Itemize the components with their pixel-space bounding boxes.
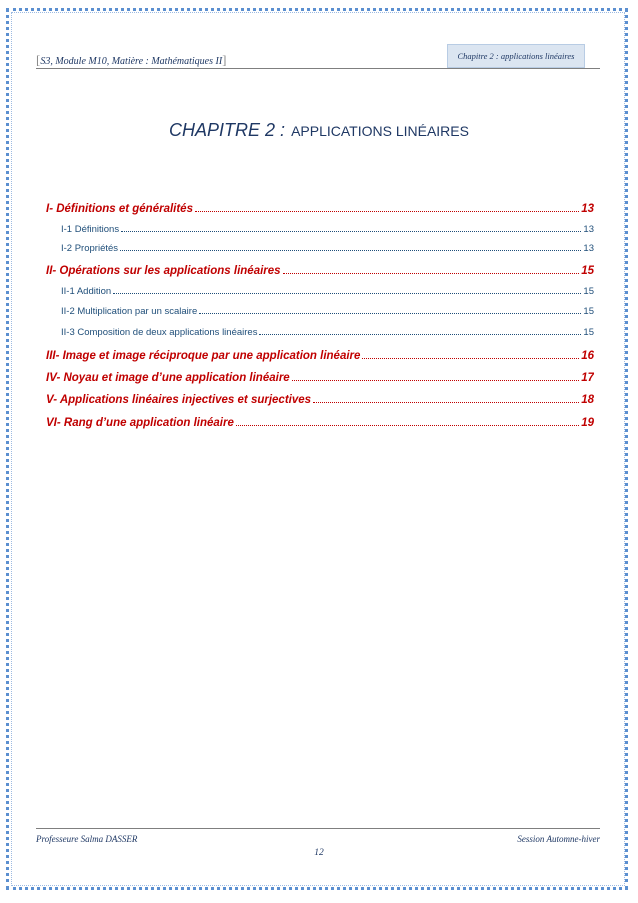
toc-leader-dots	[292, 372, 580, 381]
toc-entry-page: 15	[583, 286, 594, 297]
toc-entry-label: I- Définitions et généralités	[46, 203, 193, 216]
toc-entry[interactable]	[61, 286, 594, 297]
toc-entry[interactable]	[61, 243, 594, 254]
toc-entry[interactable]	[46, 350, 594, 362]
toc-leader-dots	[121, 224, 581, 232]
toc-leader-dots	[283, 265, 580, 274]
toc-leader-dots	[120, 243, 581, 251]
toc-entry[interactable]	[46, 372, 594, 384]
toc-entry[interactable]	[46, 265, 594, 277]
toc-entry[interactable]	[61, 224, 594, 235]
toc-entry-label: V- Applications linéaires injectives et surjectives	[46, 394, 312, 407]
toc-entry[interactable]	[46, 394, 594, 406]
toc-entry[interactable]	[46, 417, 594, 429]
toc-leader-dots	[195, 203, 579, 212]
toc-entry-page: 13	[583, 224, 594, 235]
toc-entry-page: 15	[583, 306, 594, 317]
toc-entry-page: 18	[581, 394, 594, 407]
header-course-text: S3, Module M10, Matière : Mathématiques II	[40, 56, 223, 67]
toc-entry-label: I-2 Propriétés	[61, 243, 119, 254]
toc-entry-page: 13	[583, 243, 594, 254]
footer-author: Professeure Salma DASSER	[36, 834, 138, 844]
toc-entry-label: I-1 Définitions	[61, 224, 120, 235]
toc-entry-label: IV- Noyau et image d’une application linéaire	[46, 372, 290, 385]
toc-entry-page: 15	[583, 327, 594, 338]
toc-entry-label: III- Image et image réciproque par une application linéaire	[46, 350, 361, 363]
toc-entry-page: 19	[581, 417, 594, 430]
toc-entry-page: 15	[581, 265, 594, 278]
toc-leader-dots	[259, 327, 581, 335]
footer-divider	[36, 828, 600, 829]
chapter-subject: APPLICATIONS LINÉAIRES	[291, 123, 469, 139]
toc-entry[interactable]	[61, 327, 594, 338]
toc-leader-dots	[313, 394, 579, 403]
toc-entry-page: 16	[581, 350, 594, 363]
toc-leader-dots	[236, 417, 579, 426]
bracket-open: [	[36, 52, 41, 67]
toc-leader-dots	[362, 350, 579, 359]
toc-entry[interactable]	[61, 306, 594, 317]
page-number: 12	[314, 848, 324, 858]
toc-entry-page: 17	[581, 372, 594, 385]
footer-session: Session Automne-hiver	[517, 834, 600, 844]
toc-entry-label: II-1 Addition	[61, 286, 112, 297]
toc-entry-page: 13	[581, 203, 594, 216]
toc-entry-label: II-2 Multiplication par un scalaire	[61, 306, 198, 317]
toc-entry-label: II- Opérations sur les applications linéaires	[46, 265, 281, 278]
toc-leader-dots	[199, 306, 581, 314]
toc-entry-label: II-3 Composition de deux applications linéaires	[61, 327, 258, 338]
chapter-number: CHAPITRE 2 :	[169, 120, 286, 140]
bracket-close: ]	[222, 52, 227, 67]
toc-entry-label: VI- Rang d’une application linéaire	[46, 417, 234, 430]
toc-entry[interactable]	[46, 203, 594, 215]
header-chapter-box: Chapitre 2 : applications linéaires	[447, 44, 585, 68]
toc-leader-dots	[113, 286, 581, 294]
